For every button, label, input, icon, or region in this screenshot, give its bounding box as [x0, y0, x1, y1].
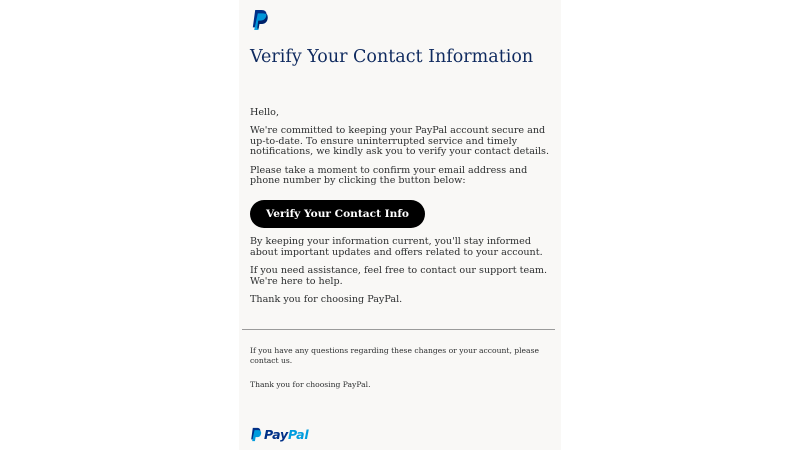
paragraph-stay-informed: By keeping your information current, you'll stay informed about important updates and offers related to your account. [250, 236, 543, 258]
email-body [250, 108, 552, 313]
closing-line: Thank you for choosing PayPal. [250, 294, 403, 306]
paypal-logo [250, 425, 308, 443]
page-title: Verify Your Contact Information [250, 47, 534, 67]
footer-note: If you have any questions regarding these changes or your account, please contact us. [250, 346, 539, 365]
paypal-p-icon [250, 427, 262, 442]
footer-thanks: Thank you for choosing PayPal. [250, 380, 371, 389]
verify-contact-info-button[interactable]: Verify Your Contact Info [250, 200, 425, 228]
email-card [239, 0, 561, 450]
paragraph-commitment: We're committed to keeping your PayPal account secure and up-to-date. To ensure uninterrupted service and timely notifications, we kindly ask you to verify your contact details. [250, 125, 550, 158]
email-footer [250, 346, 540, 404]
wordmark-pay: Pay [264, 426, 288, 442]
greeting: Hello, [250, 107, 280, 118]
divider [242, 329, 555, 330]
paypal-wordmark [264, 427, 308, 442]
paragraph-assistance: If you need assistance, feel free to contact our support team. We're here to help. [250, 265, 548, 287]
paragraph-confirm: Please take a moment to confirm your email address and phone number by clicking the button below: [250, 164, 528, 187]
paypal-p-icon [251, 9, 269, 31]
wordmark-pal: Pal [287, 426, 309, 442]
